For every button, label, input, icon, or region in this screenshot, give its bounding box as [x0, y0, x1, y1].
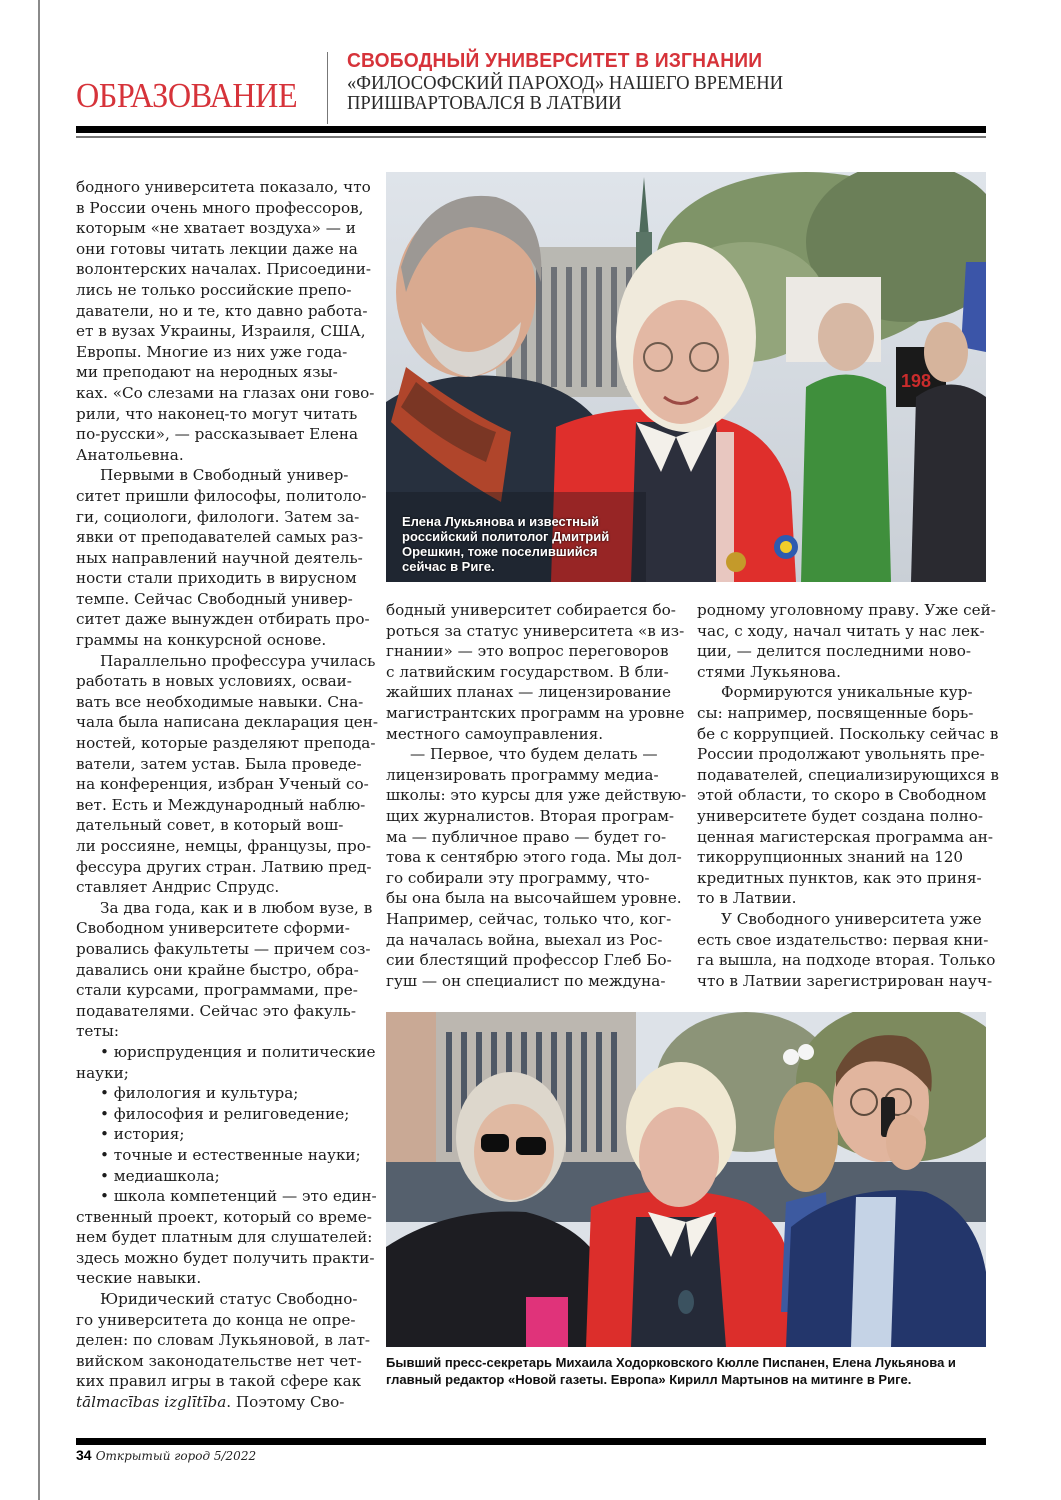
folio: [76, 1448, 256, 1463]
text-line: сы: например, посвященные борь-: [697, 703, 974, 722]
text-line: го собирали эту программу, что-: [386, 868, 650, 887]
text-line: которым «не хватает воздуха» — и: [76, 219, 356, 238]
text-line: ностей, которые разделяют препода-: [76, 734, 376, 753]
text-line: подавателей, специализирующихся в: [697, 765, 999, 784]
text-line: ции, — делится последними ново-: [697, 642, 971, 661]
paragraph: [76, 898, 373, 1042]
text-line: жайших планах — лицензирование: [386, 683, 671, 702]
text-line: даватели, но и те, кто давно работа-: [76, 301, 368, 320]
photo-lukyanova-oreshkin: [386, 172, 986, 582]
text-line: они готовы читать лекции даже на: [76, 239, 358, 258]
text-line: лицензировать программу медиа-: [386, 765, 659, 784]
faculty-list-item: • юриспруденция и политические: [100, 1042, 376, 1061]
text-line: работать в новых условиях, осваи-: [76, 672, 352, 691]
faculty-list-item: • точные и естественные науки;: [100, 1145, 361, 1164]
faculty-list-item-cont: нем будет платным для слушателей:: [76, 1228, 373, 1247]
faculty-list-item: • медиашкола;: [100, 1166, 220, 1185]
faculty-list-item: • филология и культура;: [100, 1084, 299, 1103]
paragraph: [386, 600, 685, 744]
text-line: давались они крайне быстро, обра-: [76, 960, 359, 979]
text-line: стями Лукьянова.: [697, 662, 841, 681]
text-line: ных направлений научной деятель-: [76, 548, 363, 567]
caption-line: Орешкин, тоже поселившийся: [402, 544, 598, 559]
faculty-list-item-cont: ческие навыки.: [76, 1269, 202, 1288]
latvian-term: tālmacības izglītība: [76, 1393, 227, 1412]
text-line: темпе. Сейчас Свободный универ-: [76, 589, 353, 608]
paragraph: [697, 909, 996, 991]
text-line: Анатольевна.: [76, 445, 184, 464]
text-line: по-русски», — рассказывает Елена: [76, 425, 359, 444]
paragraph: [697, 682, 999, 909]
paragraph: [76, 1289, 370, 1392]
headline-subtitle-line: ПРИШВАРТОВАЛСЯ В ЛАТВИИ: [347, 92, 622, 114]
text-line: подавателями. Сейчас это факуль-: [76, 1001, 356, 1020]
footer-rule: [76, 1438, 986, 1445]
article-column-2: [386, 600, 687, 991]
text-line: ности стали приходить в вирусном: [76, 569, 357, 588]
text-line: час, с ходу, начал читать у нас лек-: [697, 621, 985, 640]
text-line: магистрантских программ на уровне: [386, 703, 685, 722]
text-line: с латвийским государством. В бли-: [386, 662, 669, 681]
text-line: школы: это курсы для уже действую-: [386, 786, 687, 805]
text-line: явки от преподавателей самых раз-: [76, 528, 364, 547]
photo-caption: Бывший пресс-секретарь Михаила Ходорковского Кюлле Писпанен, Елена Лукьянова и главный редактор «Новой газеты. Европа» Кирилл Мартынов на митинге в Риге.: [386, 1355, 956, 1387]
text-line: сии блестящий профессор Глеб Бо-: [386, 951, 672, 970]
faculty-list-item: • философия и религоведение;: [100, 1104, 350, 1123]
header-divider: [327, 52, 328, 124]
faculty-list-item-cont: здесь можно будет получить практи-: [76, 1248, 375, 1267]
article-column-3: [697, 600, 999, 991]
page-edge-line: [38, 0, 40, 1500]
page-number: 34: [76, 1447, 92, 1463]
text-line: лись не только российские препо-: [76, 280, 352, 299]
text-line: га вышла, на подходе вторая. Только: [697, 951, 996, 970]
text-line: ватели, затем устав. Была проведе-: [76, 754, 362, 773]
text-line: това к сентябрю этого года. Мы дол-: [386, 848, 682, 867]
text-line: У Свободного университета уже: [721, 909, 982, 928]
faculty-list-item: • школа компетенций — это един-: [100, 1187, 377, 1206]
text-line: ровались факультеты — причем соз-: [76, 939, 371, 958]
text-line: родному уголовному праву. Уже сей-: [697, 601, 996, 619]
text-line: ситет даже вынужден отбирать про-: [76, 610, 370, 629]
text-line: гнании» — это вопрос переговоров: [386, 642, 669, 661]
article-column-1: [76, 177, 378, 1413]
text-line: тикоррупционных знаний на 120: [697, 848, 964, 867]
text-line: то в Латвии.: [697, 889, 797, 908]
paragraph: [697, 600, 996, 682]
text-line: вийском законодательстве нет чет-: [76, 1351, 362, 1370]
text-line: ма — публичное право — будет го-: [386, 827, 667, 846]
paragraph: [76, 465, 370, 650]
text-line: — Первое, что будем делать —: [410, 745, 658, 764]
magazine-name: Открытый город 5/2022: [95, 1449, 257, 1463]
paragraph: [76, 177, 375, 465]
caption-line: сейчас в Риге.: [402, 559, 495, 574]
paragraph: [76, 651, 378, 898]
text-line: ценная магистерская программа ан-: [697, 827, 994, 846]
text-line: роться за статус университета «в из-: [386, 621, 685, 640]
text-line: в России очень много профессоров,: [76, 198, 364, 217]
text-line: чала была написана декларация цен-: [76, 713, 378, 732]
svg-text:198: 198: [901, 371, 932, 391]
text-line: делен: по словам Лукьяновой, в лат-: [76, 1331, 370, 1350]
text-line: Формируются уникальные кур-: [721, 683, 973, 702]
text-line: ми преподают на неродных язы-: [76, 363, 338, 382]
header-rule-thick: [76, 126, 986, 133]
text-line: Свободном университете сформи-: [76, 919, 350, 938]
text-line: местного самоуправления.: [386, 724, 604, 743]
faculty-list: [76, 1042, 377, 1289]
text-line: на конференция, избран Ученый со-: [76, 775, 369, 794]
text-line: Европы. Многие из них уже года-: [76, 342, 348, 361]
text-line: ках. «Со слезами на глазах они гово-: [76, 383, 375, 402]
text-line: бе с коррупцией. Поскольку сейчас в: [697, 724, 999, 743]
text-line: что в Латвии зарегистрирован науч-: [697, 971, 993, 990]
text-line: ет в вузах Украины, Израиля, США,: [76, 322, 366, 341]
text-line: Юридический статус Свободно-: [100, 1290, 358, 1309]
photo-image: [386, 1012, 986, 1347]
faculty-list-item-cont: науки;: [76, 1063, 129, 1082]
text-line: Например, сейчас, только что, ког-: [386, 909, 672, 928]
text-line: ли россияне, немцы, французы, про-: [76, 837, 372, 855]
headline-kicker: СВОБОДНЫЙ УНИВЕРСИТЕТ В ИЗГНАНИИ: [347, 50, 763, 72]
text-line: бодного университета показало, что: [76, 178, 371, 196]
header-rule-thin: [76, 136, 986, 138]
text-line: теты:: [76, 1022, 119, 1041]
text-line: этой области, то скоро в Свободном: [697, 786, 987, 805]
paragraph-tail: . Поэтому Сво-: [226, 1393, 345, 1412]
photo-rally-riga: [386, 1012, 986, 1347]
faculty-list-item: • история;: [100, 1125, 185, 1144]
text-line: кредитных пунктов, как это приня-: [697, 868, 982, 887]
text-line: университете будет создана полно-: [697, 806, 983, 825]
text-line: фессура других стран. Латвию пред-: [76, 857, 372, 876]
text-line: гуш — он специалист по междуна-: [386, 971, 666, 990]
text-line: Первыми в Свободный универ-: [100, 466, 349, 485]
text-line: вет. Есть и Международный наблю-: [76, 795, 366, 814]
text-line: да началась война, выехал из Рос-: [386, 930, 663, 949]
text-line: Параллельно профессура училась: [100, 651, 376, 670]
section-rubric: ОБРАЗОВАНИЕ: [76, 76, 298, 115]
text-line: ситет пришли философы, политоло-: [76, 486, 367, 505]
text-line: ставляет Андрис Спрудс.: [76, 878, 280, 897]
headline-subtitle: [347, 73, 783, 113]
headline-subtitle-line: «ФИЛОСОФСКИЙ ПАРОХОД» НАШЕГО ВРЕМЕНИ: [347, 72, 784, 94]
text-line: бы она была на высочайшем уровне.: [386, 889, 682, 908]
text-line: волонтерских началах. Присоедини-: [76, 260, 372, 279]
text-line: дательный совет, в который вош-: [76, 816, 344, 835]
text-line: ги, социологи, филологи. Затем за-: [76, 507, 360, 526]
text-line: За два года, как и в любом вузе, в: [100, 898, 373, 917]
paragraph: [386, 744, 687, 991]
text-line: бодный университет собирается бо-: [386, 601, 676, 619]
text-line: стали курсами, программами, пре-: [76, 981, 358, 1000]
photo-caption-overlay: [402, 514, 662, 574]
text-line: граммы на конкурсной основе.: [76, 631, 327, 650]
text-line: России продолжают увольнять пре-: [697, 745, 985, 764]
text-line: вать все необходимые навыки. Сна-: [76, 692, 364, 711]
text-line: есть свое издательство: первая кни-: [697, 930, 989, 949]
faculty-list-item-cont: ственный проект, который со време-: [76, 1207, 372, 1226]
text-line: ких правил игры в такой сфере как: [76, 1372, 362, 1391]
text-line: рили, что наконец-то могут читать: [76, 404, 358, 423]
caption-line: российский политолог Дмитрий: [402, 529, 610, 544]
paragraph-last-line: [76, 1392, 361, 1413]
text-line: го университета до конца не опре-: [76, 1310, 356, 1329]
text-line: щих журналистов. Вторая програм-: [386, 806, 675, 825]
caption-line: Елена Лукьянова и известный: [402, 514, 600, 529]
